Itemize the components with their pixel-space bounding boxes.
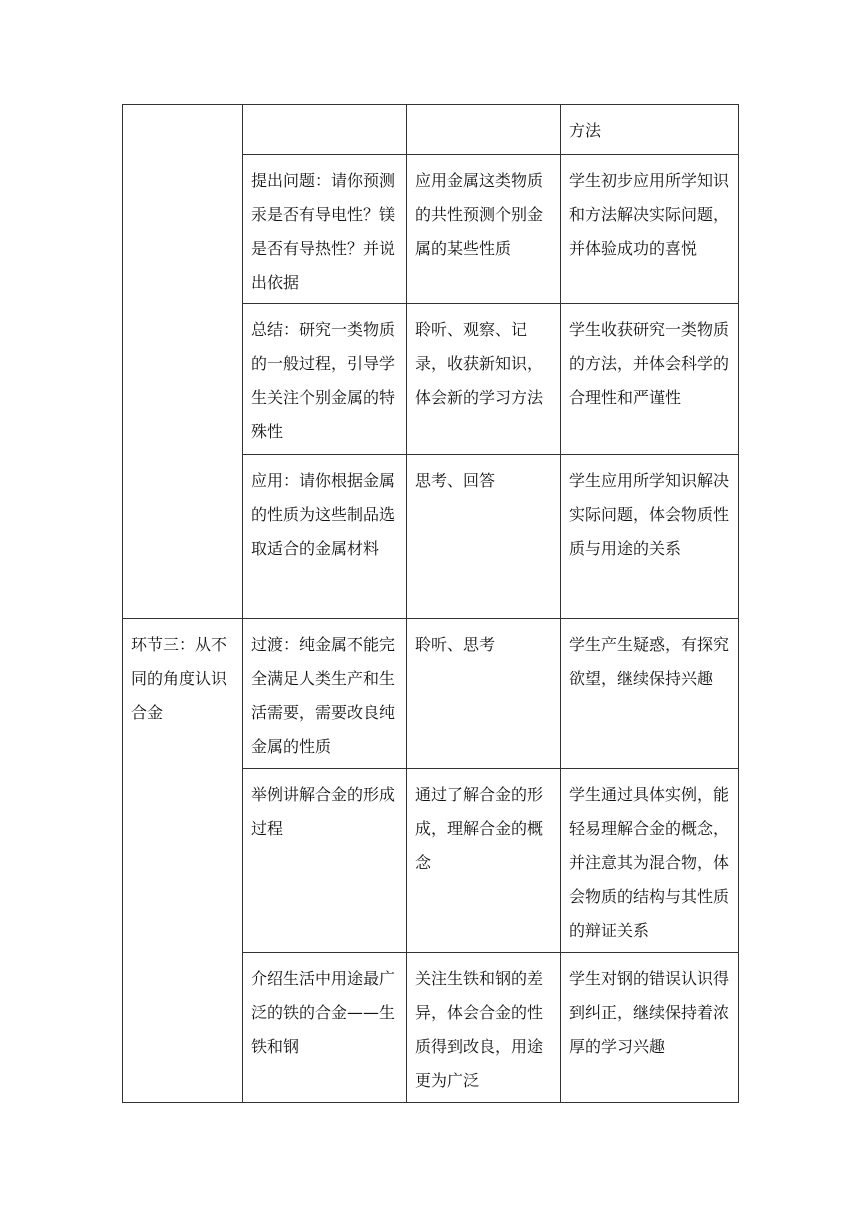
student-activity-cell	[407, 455, 561, 619]
cell-text: 学生收获研究一类物质的方法，并体会科学的合理性和严谨性	[569, 320, 730, 407]
design-intent-cell	[561, 105, 739, 155]
cell-text: 介绍生活中用途最广泛的铁的合金——生铁和钢	[251, 969, 396, 1056]
cell-text: 举例讲解合金的形成过程	[251, 785, 396, 838]
cell-text: 通过了解合金的形成，理解合金的概念	[415, 785, 544, 872]
cell-text: 总结：研究一类物质的一般过程，引导学生关注个别金属的特殊性	[251, 320, 396, 441]
cell-text: 聆听、观察、记录，收获新知识，体会新的学习方法	[415, 320, 544, 407]
cell-text: 过渡：纯金属不能完全满足人类生产和生活需要，需要改良纯金属的性质	[251, 635, 396, 756]
teacher-activity-cell	[243, 455, 407, 619]
cell-text: 方法	[569, 121, 602, 140]
stage-cell	[123, 619, 243, 1103]
teacher-activity-cell	[243, 105, 407, 155]
design-intent-cell	[561, 953, 739, 1103]
student-activity-cell	[407, 304, 561, 455]
stage-title: 环节三：从不同的角度认识合金	[131, 635, 228, 722]
cell-text: 学生通过具体实例，能轻易理解合金的概念，并注意其为混合物，体会物质的结构与其性质的辩证关系	[569, 785, 730, 940]
design-intent-cell	[561, 304, 739, 455]
teacher-activity-cell	[243, 619, 407, 769]
student-activity-cell	[407, 619, 561, 769]
student-activity-cell	[407, 769, 561, 953]
design-intent-cell	[561, 155, 739, 304]
teacher-activity-cell	[243, 155, 407, 304]
teacher-activity-cell	[243, 769, 407, 953]
design-intent-cell	[561, 769, 739, 953]
student-activity-cell	[407, 155, 561, 304]
cell-text: 应用金属这类物质的共性预测个别金属的某些性质	[415, 171, 544, 258]
cell-text: 学生对钢的错误认识得到纠正，继续保持着浓厚的学习兴趣	[569, 969, 730, 1056]
cell-text: 应用：请你根据金属的性质为这些制品选取适合的金属材料	[251, 471, 396, 558]
cell-text: 聆听、思考	[415, 635, 496, 654]
cell-text: 学生应用所学知识解决实际问题，体会物质性质与用途的关系	[569, 471, 730, 558]
student-activity-cell	[407, 953, 561, 1103]
cell-text: 学生产生疑惑，有探究欲望，继续保持兴趣	[569, 635, 730, 688]
table-row	[123, 105, 739, 155]
student-activity-cell	[407, 105, 561, 155]
cell-text: 提出问题：请你预测汞是否有导电性？镁是否有导热性？并说出依据	[251, 171, 396, 292]
cell-text: 学生初步应用所学知识和方法解决实际问题，并体验成功的喜悦	[569, 171, 730, 258]
teacher-activity-cell	[243, 304, 407, 455]
table-row	[123, 619, 739, 769]
teacher-activity-cell	[243, 953, 407, 1103]
stage-cell-continued	[123, 105, 243, 619]
cell-text: 关注生铁和钢的差异，体会合金的性质得到改良，用途更为广泛	[415, 969, 544, 1090]
lesson-plan-table	[122, 104, 739, 1103]
design-intent-cell	[561, 455, 739, 619]
cell-text: 思考、回答	[415, 471, 496, 490]
design-intent-cell	[561, 619, 739, 769]
